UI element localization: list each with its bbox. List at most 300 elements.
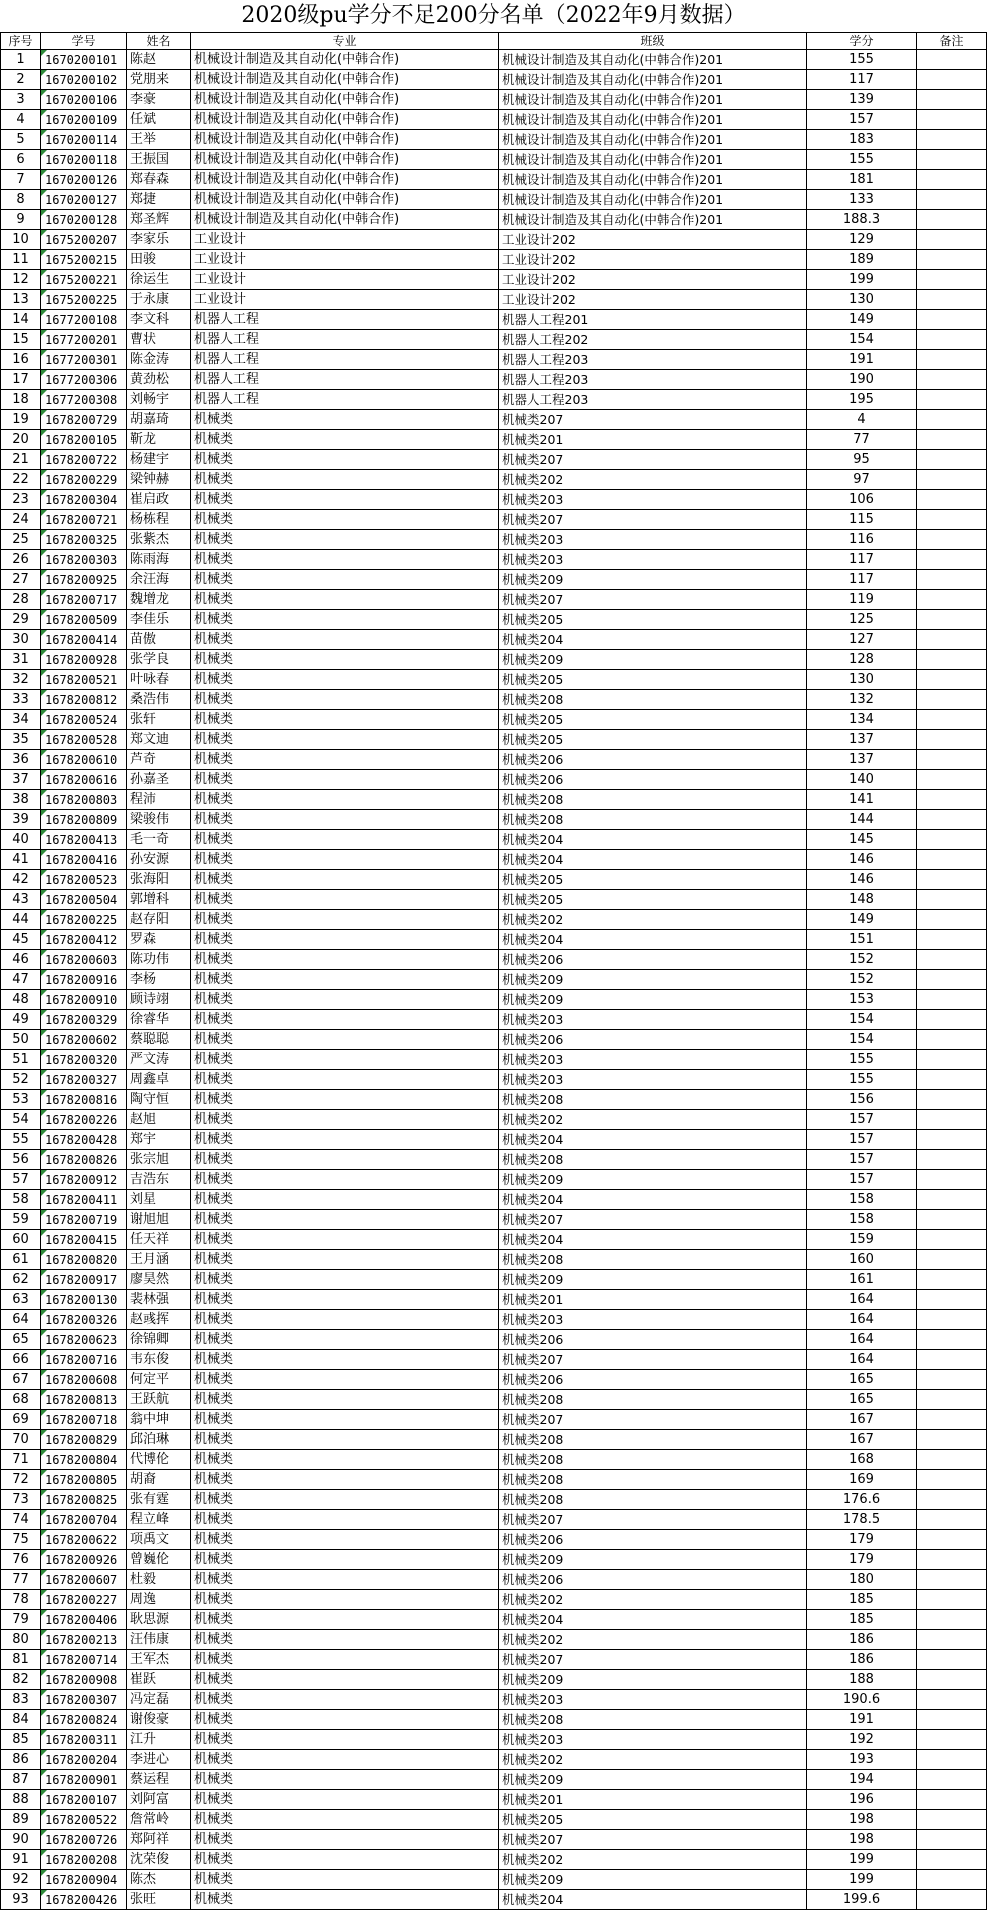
cell-name[interactable]: 李杨 xyxy=(127,970,191,990)
cell-major[interactable]: 机械类 xyxy=(191,570,499,590)
cell-major[interactable]: 机械类 xyxy=(191,1510,499,1530)
cell-class[interactable]: 机械类202 xyxy=(499,470,807,490)
cell-major[interactable]: 机械类 xyxy=(191,1190,499,1210)
cell-class[interactable]: 机械类202 xyxy=(499,1850,807,1870)
cell-student-id[interactable]: 1678200726 xyxy=(41,1830,127,1850)
cell-class[interactable]: 机械类208 xyxy=(499,1090,807,1110)
cell-name[interactable]: 崔跃 xyxy=(127,1670,191,1690)
cell-student-id[interactable]: 1678200610 xyxy=(41,750,127,770)
cell-seq[interactable]: 85 xyxy=(1,1730,41,1750)
cell-credits[interactable]: 127 xyxy=(807,630,917,650)
cell-major[interactable]: 机械类 xyxy=(191,910,499,930)
cell-student-id[interactable]: 1678200304 xyxy=(41,490,127,510)
cell-class[interactable]: 机械类208 xyxy=(499,1390,807,1410)
cell-credits[interactable]: 179 xyxy=(807,1530,917,1550)
cell-name[interactable]: 梁骏伟 xyxy=(127,810,191,830)
cell-student-id[interactable]: 1678200406 xyxy=(41,1610,127,1630)
cell-remark[interactable] xyxy=(917,630,987,650)
cell-class[interactable]: 机械设计制造及其自动化(中韩合作)201 xyxy=(499,170,807,190)
cell-seq[interactable]: 49 xyxy=(1,1010,41,1030)
cell-major[interactable]: 机械类 xyxy=(191,1810,499,1830)
cell-major[interactable]: 机械类 xyxy=(191,1770,499,1790)
cell-name[interactable]: 李豪 xyxy=(127,90,191,110)
cell-remark[interactable] xyxy=(917,830,987,850)
cell-name[interactable]: 冯定磊 xyxy=(127,1690,191,1710)
cell-major[interactable]: 机械类 xyxy=(191,1650,499,1670)
cell-student-id[interactable]: 1678200524 xyxy=(41,710,127,730)
cell-seq[interactable]: 51 xyxy=(1,1050,41,1070)
cell-remark[interactable] xyxy=(917,1750,987,1770)
cell-name[interactable]: 谢旭旭 xyxy=(127,1210,191,1230)
cell-credits[interactable]: 157 xyxy=(807,1170,917,1190)
cell-remark[interactable] xyxy=(917,430,987,450)
cell-seq[interactable]: 63 xyxy=(1,1290,41,1310)
cell-class[interactable]: 机械类206 xyxy=(499,750,807,770)
cell-credits[interactable]: 160 xyxy=(807,1250,917,1270)
cell-student-id[interactable]: 1678200509 xyxy=(41,610,127,630)
cell-remark[interactable] xyxy=(917,1490,987,1510)
cell-major[interactable]: 机械类 xyxy=(191,610,499,630)
cell-seq[interactable]: 86 xyxy=(1,1750,41,1770)
cell-seq[interactable]: 25 xyxy=(1,530,41,550)
cell-student-id[interactable]: 1678200809 xyxy=(41,810,127,830)
cell-student-id[interactable]: 1670200102 xyxy=(41,70,127,90)
cell-credits[interactable]: 4 xyxy=(807,410,917,430)
cell-class[interactable]: 机械类205 xyxy=(499,870,807,890)
cell-remark[interactable] xyxy=(917,1210,987,1230)
cell-major[interactable]: 机器人工程 xyxy=(191,370,499,390)
cell-name[interactable]: 耿思源 xyxy=(127,1610,191,1630)
cell-remark[interactable] xyxy=(917,190,987,210)
cell-name[interactable]: 杜毅 xyxy=(127,1570,191,1590)
cell-name[interactable]: 王月涵 xyxy=(127,1250,191,1270)
cell-remark[interactable] xyxy=(917,1890,987,1910)
cell-major[interactable]: 工业设计 xyxy=(191,270,499,290)
cell-credits[interactable]: 130 xyxy=(807,290,917,310)
cell-seq[interactable]: 41 xyxy=(1,850,41,870)
cell-class[interactable]: 机械类207 xyxy=(499,1650,807,1670)
cell-credits[interactable]: 155 xyxy=(807,150,917,170)
cell-student-id[interactable]: 1678200416 xyxy=(41,850,127,870)
cell-class[interactable]: 机械类204 xyxy=(499,850,807,870)
cell-student-id[interactable]: 1670200109 xyxy=(41,110,127,130)
cell-seq[interactable]: 29 xyxy=(1,610,41,630)
cell-student-id[interactable]: 1670200106 xyxy=(41,90,127,110)
cell-student-id[interactable]: 1678200912 xyxy=(41,1170,127,1190)
cell-class[interactable]: 工业设计202 xyxy=(499,250,807,270)
cell-major[interactable]: 机械类 xyxy=(191,690,499,710)
cell-class[interactable]: 机械类208 xyxy=(499,690,807,710)
cell-seq[interactable]: 40 xyxy=(1,830,41,850)
cell-credits[interactable]: 157 xyxy=(807,110,917,130)
cell-student-id[interactable]: 1678200227 xyxy=(41,1590,127,1610)
cell-major[interactable]: 机械类 xyxy=(191,1430,499,1450)
cell-remark[interactable] xyxy=(917,1850,987,1870)
cell-student-id[interactable]: 1678200716 xyxy=(41,1350,127,1370)
cell-seq[interactable]: 64 xyxy=(1,1310,41,1330)
cell-seq[interactable]: 5 xyxy=(1,130,41,150)
cell-student-id[interactable]: 1678200717 xyxy=(41,590,127,610)
cell-class[interactable]: 机械类207 xyxy=(499,1210,807,1230)
cell-remark[interactable] xyxy=(917,1610,987,1630)
cell-major[interactable]: 机械类 xyxy=(191,590,499,610)
cell-remark[interactable] xyxy=(917,1390,987,1410)
cell-major[interactable]: 机械类 xyxy=(191,1010,499,1030)
cell-student-id[interactable]: 1670200127 xyxy=(41,190,127,210)
cell-student-id[interactable]: 1678200107 xyxy=(41,1790,127,1810)
cell-credits[interactable]: 196 xyxy=(807,1790,917,1810)
cell-name[interactable]: 王振国 xyxy=(127,150,191,170)
cell-student-id[interactable]: 1675200215 xyxy=(41,250,127,270)
cell-class[interactable]: 机械类204 xyxy=(499,930,807,950)
cell-name[interactable]: 廖昊然 xyxy=(127,1270,191,1290)
cell-name[interactable]: 崔启政 xyxy=(127,490,191,510)
cell-name[interactable]: 郑圣辉 xyxy=(127,210,191,230)
cell-student-id[interactable]: 1677200308 xyxy=(41,390,127,410)
cell-name[interactable]: 沈荣俊 xyxy=(127,1850,191,1870)
cell-major[interactable]: 机械类 xyxy=(191,1210,499,1230)
cell-name[interactable]: 党朋来 xyxy=(127,70,191,90)
cell-major[interactable]: 机械类 xyxy=(191,470,499,490)
cell-credits[interactable]: 106 xyxy=(807,490,917,510)
cell-seq[interactable]: 75 xyxy=(1,1530,41,1550)
cell-seq[interactable]: 72 xyxy=(1,1470,41,1490)
cell-student-id[interactable]: 1678200722 xyxy=(41,450,127,470)
cell-name[interactable]: 刘星 xyxy=(127,1190,191,1210)
cell-seq[interactable]: 74 xyxy=(1,1510,41,1530)
cell-name[interactable]: 李进心 xyxy=(127,1750,191,1770)
cell-name[interactable]: 邱泊琳 xyxy=(127,1430,191,1450)
cell-seq[interactable]: 13 xyxy=(1,290,41,310)
cell-credits[interactable]: 157 xyxy=(807,1110,917,1130)
cell-student-id[interactable]: 1678200916 xyxy=(41,970,127,990)
cell-student-id[interactable]: 1678200213 xyxy=(41,1630,127,1650)
cell-class[interactable]: 机械类209 xyxy=(499,990,807,1010)
cell-name[interactable]: 詹常岭 xyxy=(127,1810,191,1830)
cell-credits[interactable]: 117 xyxy=(807,550,917,570)
cell-seq[interactable]: 2 xyxy=(1,70,41,90)
cell-credits[interactable]: 186 xyxy=(807,1650,917,1670)
cell-name[interactable]: 李家乐 xyxy=(127,230,191,250)
cell-credits[interactable]: 183 xyxy=(807,130,917,150)
cell-name[interactable]: 苗傲 xyxy=(127,630,191,650)
cell-remark[interactable] xyxy=(917,1470,987,1490)
cell-class[interactable]: 机械类209 xyxy=(499,1770,807,1790)
cell-credits[interactable]: 149 xyxy=(807,310,917,330)
cell-class[interactable]: 机械类204 xyxy=(499,630,807,650)
cell-student-id[interactable]: 1678200729 xyxy=(41,410,127,430)
cell-seq[interactable]: 24 xyxy=(1,510,41,530)
cell-remark[interactable] xyxy=(917,1370,987,1390)
cell-name[interactable]: 徐睿华 xyxy=(127,1010,191,1030)
cell-remark[interactable] xyxy=(917,670,987,690)
cell-seq[interactable]: 20 xyxy=(1,430,41,450)
cell-major[interactable]: 机械类 xyxy=(191,530,499,550)
cell-seq[interactable]: 76 xyxy=(1,1550,41,1570)
cell-seq[interactable]: 84 xyxy=(1,1710,41,1730)
cell-major[interactable]: 机械类 xyxy=(191,750,499,770)
cell-seq[interactable]: 18 xyxy=(1,390,41,410)
cell-remark[interactable] xyxy=(917,1350,987,1370)
cell-seq[interactable]: 90 xyxy=(1,1830,41,1850)
cell-class[interactable]: 机械类208 xyxy=(499,1250,807,1270)
cell-credits[interactable]: 190.6 xyxy=(807,1690,917,1710)
cell-student-id[interactable]: 1678200805 xyxy=(41,1470,127,1490)
cell-class[interactable]: 机械类203 xyxy=(499,1070,807,1090)
cell-credits[interactable]: 154 xyxy=(807,1010,917,1030)
cell-name[interactable]: 刘畅宇 xyxy=(127,390,191,410)
cell-class[interactable]: 机器人工程201 xyxy=(499,310,807,330)
cell-class[interactable]: 机械设计制造及其自动化(中韩合作)201 xyxy=(499,130,807,150)
cell-name[interactable]: 周鑫卓 xyxy=(127,1070,191,1090)
cell-student-id[interactable]: 1678200825 xyxy=(41,1490,127,1510)
cell-name[interactable]: 严文涛 xyxy=(127,1050,191,1070)
cell-name[interactable]: 徐锦卿 xyxy=(127,1330,191,1350)
cell-student-id[interactable]: 1677200108 xyxy=(41,310,127,330)
cell-major[interactable]: 机械设计制造及其自动化(中韩合作) xyxy=(191,170,499,190)
cell-remark[interactable] xyxy=(917,810,987,830)
cell-credits[interactable]: 199 xyxy=(807,1870,917,1890)
cell-major[interactable]: 机械类 xyxy=(191,1170,499,1190)
cell-name[interactable]: 任天祥 xyxy=(127,1230,191,1250)
cell-remark[interactable] xyxy=(917,950,987,970)
cell-student-id[interactable]: 1678200803 xyxy=(41,790,127,810)
cell-seq[interactable]: 53 xyxy=(1,1090,41,1110)
cell-remark[interactable] xyxy=(917,270,987,290)
cell-major[interactable]: 机械类 xyxy=(191,830,499,850)
cell-major[interactable]: 机械类 xyxy=(191,1130,499,1150)
cell-credits[interactable]: 153 xyxy=(807,990,917,1010)
cell-seq[interactable]: 11 xyxy=(1,250,41,270)
cell-credits[interactable]: 139 xyxy=(807,90,917,110)
cell-credits[interactable]: 116 xyxy=(807,530,917,550)
cell-remark[interactable] xyxy=(917,890,987,910)
cell-name[interactable]: 郑文迪 xyxy=(127,730,191,750)
cell-student-id[interactable]: 1670200114 xyxy=(41,130,127,150)
cell-class[interactable]: 机械类208 xyxy=(499,790,807,810)
cell-class[interactable]: 机械设计制造及其自动化(中韩合作)201 xyxy=(499,110,807,130)
cell-class[interactable]: 机械设计制造及其自动化(中韩合作)201 xyxy=(499,190,807,210)
cell-major[interactable]: 机械类 xyxy=(191,670,499,690)
cell-class[interactable]: 机械类207 xyxy=(499,1830,807,1850)
cell-credits[interactable]: 198 xyxy=(807,1810,917,1830)
cell-class[interactable]: 机械类206 xyxy=(499,1370,807,1390)
cell-remark[interactable] xyxy=(917,1110,987,1130)
cell-credits[interactable]: 161 xyxy=(807,1270,917,1290)
cell-credits[interactable]: 194 xyxy=(807,1770,917,1790)
cell-class[interactable]: 机械类208 xyxy=(499,1450,807,1470)
cell-seq[interactable]: 1 xyxy=(1,50,41,70)
cell-class[interactable]: 机械类204 xyxy=(499,1190,807,1210)
cell-seq[interactable]: 44 xyxy=(1,910,41,930)
cell-student-id[interactable]: 1678200926 xyxy=(41,1550,127,1570)
cell-credits[interactable]: 165 xyxy=(807,1390,917,1410)
cell-student-id[interactable]: 1678200208 xyxy=(41,1850,127,1870)
cell-remark[interactable] xyxy=(917,1550,987,1570)
cell-seq[interactable]: 55 xyxy=(1,1130,41,1150)
cell-major[interactable]: 机械设计制造及其自动化(中韩合作) xyxy=(191,70,499,90)
cell-name[interactable]: 谢俊豪 xyxy=(127,1710,191,1730)
cell-student-id[interactable]: 1670200101 xyxy=(41,50,127,70)
cell-remark[interactable] xyxy=(917,770,987,790)
cell-remark[interactable] xyxy=(917,310,987,330)
cell-credits[interactable]: 146 xyxy=(807,870,917,890)
cell-credits[interactable]: 186 xyxy=(807,1630,917,1650)
cell-name[interactable]: 曾巍伦 xyxy=(127,1550,191,1570)
cell-credits[interactable]: 155 xyxy=(807,1070,917,1090)
cell-name[interactable]: 蔡聪聪 xyxy=(127,1030,191,1050)
cell-credits[interactable]: 129 xyxy=(807,230,917,250)
cell-seq[interactable]: 82 xyxy=(1,1670,41,1690)
cell-student-id[interactable]: 1678200320 xyxy=(41,1050,127,1070)
cell-major[interactable]: 机械类 xyxy=(191,1090,499,1110)
cell-name[interactable]: 张学良 xyxy=(127,650,191,670)
cell-name[interactable]: 罗森 xyxy=(127,930,191,950)
cell-major[interactable]: 机械设计制造及其自动化(中韩合作) xyxy=(191,150,499,170)
cell-class[interactable]: 机器人工程202 xyxy=(499,330,807,350)
cell-name[interactable]: 赵彧挥 xyxy=(127,1310,191,1330)
cell-class[interactable]: 机械类207 xyxy=(499,450,807,470)
cell-student-id[interactable]: 1678200917 xyxy=(41,1270,127,1290)
cell-credits[interactable]: 144 xyxy=(807,810,917,830)
cell-name[interactable]: 徐运生 xyxy=(127,270,191,290)
cell-credits[interactable]: 117 xyxy=(807,70,917,90)
cell-student-id[interactable]: 1678200622 xyxy=(41,1530,127,1550)
cell-name[interactable]: 张有霆 xyxy=(127,1490,191,1510)
cell-remark[interactable] xyxy=(917,750,987,770)
cell-seq[interactable]: 50 xyxy=(1,1030,41,1050)
cell-remark[interactable] xyxy=(917,70,987,90)
cell-remark[interactable] xyxy=(917,1590,987,1610)
cell-class[interactable]: 机械类203 xyxy=(499,1050,807,1070)
cell-credits[interactable]: 198 xyxy=(807,1830,917,1850)
cell-seq[interactable]: 69 xyxy=(1,1410,41,1430)
cell-class[interactable]: 机械类208 xyxy=(499,1710,807,1730)
cell-seq[interactable]: 80 xyxy=(1,1630,41,1650)
cell-seq[interactable]: 14 xyxy=(1,310,41,330)
cell-student-id[interactable]: 1678200704 xyxy=(41,1510,127,1530)
cell-remark[interactable] xyxy=(917,1730,987,1750)
cell-remark[interactable] xyxy=(917,330,987,350)
cell-remark[interactable] xyxy=(917,790,987,810)
cell-credits[interactable]: 132 xyxy=(807,690,917,710)
cell-seq[interactable]: 78 xyxy=(1,1590,41,1610)
cell-name[interactable]: 张紫杰 xyxy=(127,530,191,550)
cell-name[interactable]: 汪伟康 xyxy=(127,1630,191,1650)
cell-remark[interactable] xyxy=(917,1570,987,1590)
cell-name[interactable]: 赵旭 xyxy=(127,1110,191,1130)
cell-credits[interactable]: 137 xyxy=(807,750,917,770)
cell-class[interactable]: 机械类201 xyxy=(499,430,807,450)
cell-student-id[interactable]: 1678200521 xyxy=(41,670,127,690)
cell-student-id[interactable]: 1678200411 xyxy=(41,1190,127,1210)
cell-class[interactable]: 工业设计202 xyxy=(499,230,807,250)
cell-major[interactable]: 机械类 xyxy=(191,850,499,870)
cell-remark[interactable] xyxy=(917,170,987,190)
cell-major[interactable]: 机械类 xyxy=(191,510,499,530)
cell-credits[interactable]: 77 xyxy=(807,430,917,450)
cell-name[interactable]: 孙安源 xyxy=(127,850,191,870)
cell-class[interactable]: 机械类206 xyxy=(499,1530,807,1550)
cell-class[interactable]: 机械类203 xyxy=(499,490,807,510)
cell-credits[interactable]: 157 xyxy=(807,1150,917,1170)
cell-student-id[interactable]: 1678200820 xyxy=(41,1250,127,1270)
cell-credits[interactable]: 95 xyxy=(807,450,917,470)
cell-major[interactable]: 机械类 xyxy=(191,1570,499,1590)
cell-seq[interactable]: 66 xyxy=(1,1350,41,1370)
cell-name[interactable]: 于永康 xyxy=(127,290,191,310)
cell-student-id[interactable]: 1678200303 xyxy=(41,550,127,570)
cell-seq[interactable]: 93 xyxy=(1,1890,41,1910)
cell-class[interactable]: 机械类208 xyxy=(499,1490,807,1510)
cell-class[interactable]: 机械类209 xyxy=(499,650,807,670)
cell-student-id[interactable]: 1678200904 xyxy=(41,1870,127,1890)
cell-name[interactable]: 田骏 xyxy=(127,250,191,270)
cell-seq[interactable]: 10 xyxy=(1,230,41,250)
cell-major[interactable]: 机械类 xyxy=(191,1870,499,1890)
cell-class[interactable]: 机械设计制造及其自动化(中韩合作)201 xyxy=(499,150,807,170)
cell-seq[interactable]: 54 xyxy=(1,1110,41,1130)
cell-name[interactable]: 靳龙 xyxy=(127,430,191,450)
cell-name[interactable]: 李文科 xyxy=(127,310,191,330)
cell-credits[interactable]: 191 xyxy=(807,1710,917,1730)
cell-major[interactable]: 机械类 xyxy=(191,1050,499,1070)
cell-seq[interactable]: 3 xyxy=(1,90,41,110)
cell-class[interactable]: 机械类209 xyxy=(499,1170,807,1190)
cell-credits[interactable]: 180 xyxy=(807,1570,917,1590)
cell-seq[interactable]: 89 xyxy=(1,1810,41,1830)
cell-seq[interactable]: 42 xyxy=(1,870,41,890)
cell-major[interactable]: 机械类 xyxy=(191,1390,499,1410)
cell-credits[interactable]: 168 xyxy=(807,1450,917,1470)
cell-student-id[interactable]: 1678200812 xyxy=(41,690,127,710)
cell-class[interactable]: 机械类205 xyxy=(499,890,807,910)
cell-remark[interactable] xyxy=(917,1130,987,1150)
cell-major[interactable]: 机械类 xyxy=(191,1290,499,1310)
cell-major[interactable]: 机械类 xyxy=(191,790,499,810)
cell-remark[interactable] xyxy=(917,1510,987,1530)
cell-student-id[interactable]: 1678200412 xyxy=(41,930,127,950)
cell-student-id[interactable]: 1678200719 xyxy=(41,1210,127,1230)
cell-seq[interactable]: 48 xyxy=(1,990,41,1010)
cell-major[interactable]: 机械类 xyxy=(191,1890,499,1910)
cell-major[interactable]: 机械类 xyxy=(191,970,499,990)
cell-class[interactable]: 机械类203 xyxy=(499,1730,807,1750)
cell-remark[interactable] xyxy=(917,650,987,670)
cell-seq[interactable]: 43 xyxy=(1,890,41,910)
cell-name[interactable]: 翁中坤 xyxy=(127,1410,191,1430)
cell-remark[interactable] xyxy=(917,1450,987,1470)
cell-name[interactable]: 韦东俊 xyxy=(127,1350,191,1370)
cell-seq[interactable]: 28 xyxy=(1,590,41,610)
cell-credits[interactable]: 97 xyxy=(807,470,917,490)
cell-remark[interactable] xyxy=(917,510,987,530)
cell-name[interactable]: 赵存阳 xyxy=(127,910,191,930)
cell-major[interactable]: 机械设计制造及其自动化(中韩合作) xyxy=(191,130,499,150)
cell-seq[interactable]: 8 xyxy=(1,190,41,210)
cell-major[interactable]: 机械类 xyxy=(191,430,499,450)
cell-remark[interactable] xyxy=(917,470,987,490)
cell-class[interactable]: 机械类208 xyxy=(499,810,807,830)
cell-student-id[interactable]: 1678200910 xyxy=(41,990,127,1010)
cell-major[interactable]: 机械类 xyxy=(191,1790,499,1810)
cell-major[interactable]: 机械类 xyxy=(191,1470,499,1490)
cell-credits[interactable]: 130 xyxy=(807,670,917,690)
cell-remark[interactable] xyxy=(917,230,987,250)
cell-credits[interactable]: 169 xyxy=(807,1470,917,1490)
cell-class[interactable]: 机械类207 xyxy=(499,1410,807,1430)
cell-remark[interactable] xyxy=(917,1030,987,1050)
